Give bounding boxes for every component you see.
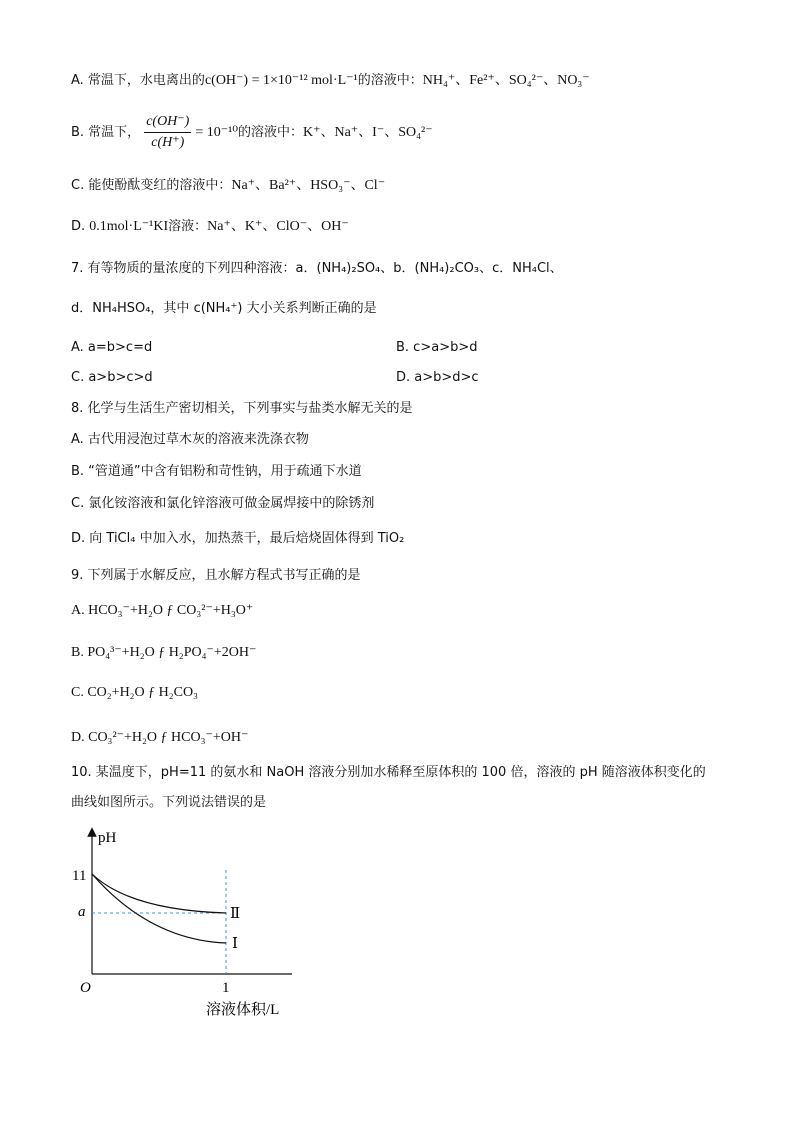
curve-i [92,874,226,943]
q7-option-c: C. a>b>c>d [71,370,153,385]
q6-a-ions: NH₄⁺、Fe²⁺、SO₄²⁻、NO₃⁻ [422,73,590,88]
curve-i-label: Ⅰ [232,936,238,952]
q6-b-ions: K⁺、Na⁺、I⁻、SO₄²⁻ [302,125,433,140]
q10-stem-line2: 曲线如图所示。下列说法错误的是 [71,795,267,810]
origin-label: O [80,980,91,996]
curve-ii-label: Ⅱ [230,906,241,922]
q7-option-b: B. c>a>b>d [396,340,478,355]
q7-option-a: A. a=b>c=d [71,340,153,355]
q6-a-expr: c(OH⁻) = 1×10⁻¹² mol·L⁻¹ [204,73,358,88]
q8-option-d: D. 向 TiCl₄ 中加入水，加热蒸干，最后焙烧固体得到 TiO₂ [71,531,405,546]
y-tick-11: 11 [72,868,87,884]
q9-option-b: B. PO₄³⁻+H₂O ƒ H₂PO₄⁻+2OH⁻ [71,645,257,660]
q9-option-c: C. CO₂+H₂O ƒ H₂CO₃ [71,685,198,700]
q9-stem: 9. 下列属于水解反应，且水解方程式书写正确的是 [71,568,361,583]
y-tick-a: a [78,904,86,920]
x-tick-1: 1 [222,980,230,996]
x-axis-label: 溶液体积/L [206,1002,280,1018]
q9-option-d: D. CO₃²⁻+H₂O ƒ HCO₃⁻+OH⁻ [71,730,249,745]
q8-option-b: B. “管道通”中含有铝粉和苛性钠，用于疏通下水道 [71,464,362,479]
q6-option-b: B. 常温下， $\frac{c(OH^-)}{c(H^+)}$ = 10⁻¹⁰的溶液中：K⁺、Na⁺、I⁻、SO₄²⁻ [71,114,433,150]
q9-option-a: A. HCO₃⁻+H₂O ƒ CO₃²⁻+H₃O⁺ [71,603,254,618]
ph-dilution-chart [60,822,320,1022]
q6-b-fraction: $\frac{c(OH^-)}{c(H^+)}$ [146,114,190,150]
q8-option-c: C. 氯化铵溶液和氯化锌溶液可做金属焊接中的除锈剂 [71,496,375,511]
y-axis-label: pH [98,830,117,846]
q6-option-d: D. 0.1mol·L⁻¹KI溶液：Na⁺、K⁺、ClO⁻、OH⁻ [71,219,349,234]
q6-option-c: C. 能使酚酞变红的溶液中：Na⁺、Ba²⁺、HSO₃⁻、Cl⁻ [71,178,386,193]
q8-stem: 8. 化学与生活生产密切相关，下列事实与盐类水解无关的是 [71,401,413,416]
q8-option-a: A. 古代用浸泡过草木灰的溶液来洗涤衣物 [71,432,309,447]
q7-option-d: D. a>b>d>c [396,370,479,385]
curve-ii [92,874,226,913]
q7-stem-line2: d．NH₄HSO₄，其中 c(NH₄⁺) 大小关系判断正确的是 [71,301,377,316]
q10-stem-line1: 10. 某温度下，pH=11 的氨水和 NaOH 溶液分别加水稀释至原体积的 100 倍，溶液的 pH 随溶液体积变化的 [71,765,706,780]
q7-stem-line1: 7. 有等物质的量浓度的下列四种溶液：a．(NH₄)₂SO₄、b．(NH₄)₂CO₃、c．NH₄Cl、 [71,261,563,276]
q6-option-a: A. 常温下，水电离出的c(OH⁻) = 1×10⁻¹² mol·L⁻¹的溶液中：NH₄⁺、Fe²⁺、SO₄²⁻、NO₃⁻ [71,73,590,88]
